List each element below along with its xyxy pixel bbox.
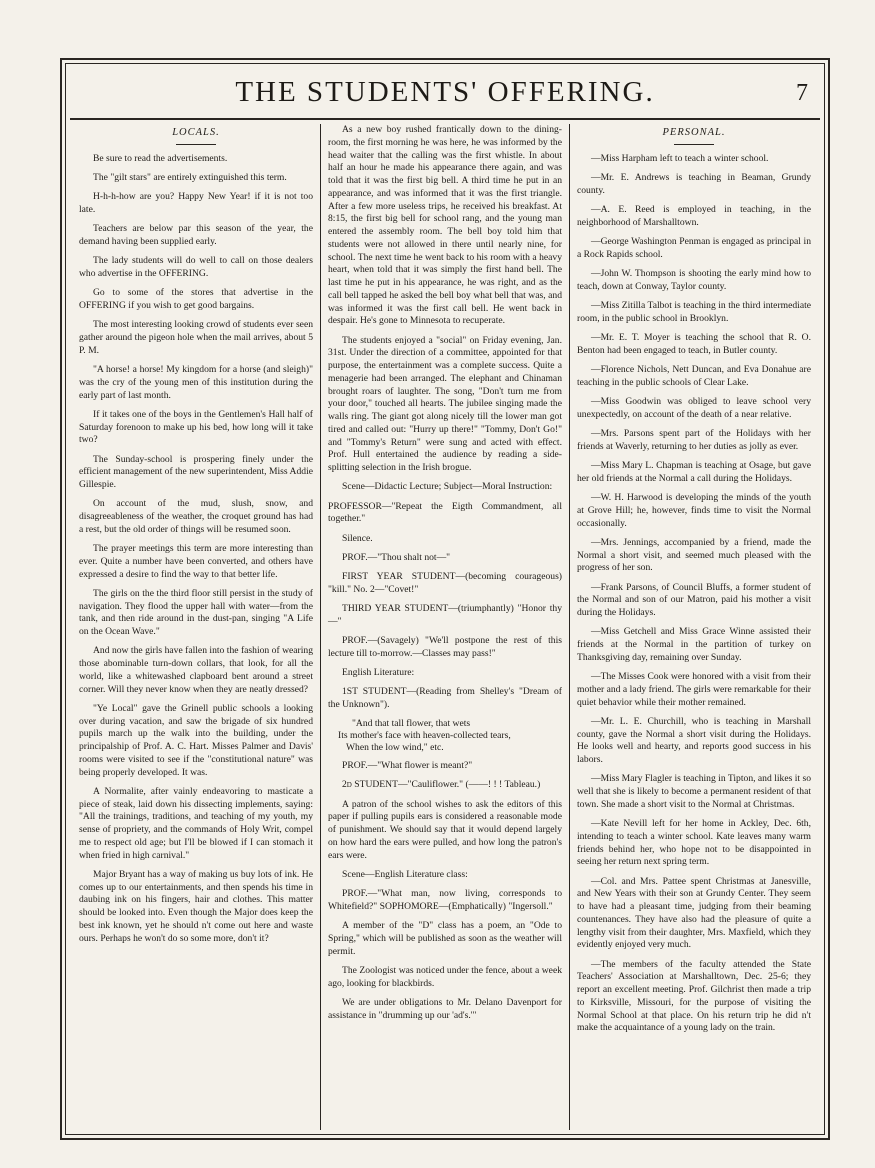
personal-item: —Miss Mary Flagler is teaching in Tipton, and likes it so well that she is likely to become a permanent resident of that town. She made a short visit to the Normal at Christmas.: [577, 773, 811, 810]
personal-item: —Miss Mary L. Chapman is teaching at Osage, but gave her old friends at the Normal a call during the Holidays.: [577, 460, 811, 484]
dialogue-text: —(Savagely) "We'll postpone the rest of this lecture till to-morrow.—Classes may pass!": [328, 635, 562, 659]
patron-paragraph: A patron of the school wishes to ask the editors of this paper if pulling pupils ears is considered a reasonable mode of punishment. We should say that it would depend largely on how hard the ears were pulled, and how long the patron's ears were.: [328, 798, 562, 861]
ode-paragraph: A member of the "D" class has a poem, an "Ode to Spring," which will be published as soon as the weather will permit.: [328, 920, 562, 957]
personal-item: —Frank Parsons, of Council Bluffs, a former student of the Normal and son of our Matron, paid his mother a visit during the Holidays.: [577, 581, 811, 619]
personal-heading: PERSONAL.: [662, 127, 726, 138]
english-lit-heading: English Literature:: [342, 667, 415, 678]
locals-paragraph: The lady students will do well to call on those dealers who advertise in the OFFERING.: [79, 255, 313, 280]
dialogue-text: —"Thou shalt not—": [367, 551, 451, 563]
personal-item: —W. H. Harwood is developing the minds of the youth at Grove Hill; he, however, finds time to visit the Normal occasionally.: [577, 492, 811, 529]
locals-paragraph: The most interesting looking crowd of students ever seen gather around the pigeon hole when the mail arrives, about 5 P. M.: [79, 319, 313, 356]
speaker-label: 2d STUDENT: [342, 779, 398, 791]
personal-item: —John W. Thompson is shooting the early mind how to teach, down at Conway, Taylor county.: [577, 268, 811, 292]
masthead-title: THE STUDENTS' OFFERING.: [235, 76, 655, 108]
speaker-label: THIRD YEAR STUDENT: [342, 603, 449, 614]
dialogue-text: —"What man, now living, corresponds to Whitefield?": [328, 888, 562, 912]
personal-item: —Miss Harpham left to teach a winter school.: [591, 152, 769, 164]
speaker-label: PROF.: [342, 551, 368, 563]
locals-column: [72, 124, 320, 1130]
dialogue-text: —"What flower is meant?": [367, 760, 473, 772]
locals-heading: LOCALS.: [172, 127, 220, 138]
speaker-label: PROF.: [342, 888, 368, 900]
poem-line: "And that tall flower, that wets: [352, 718, 471, 730]
personal-column: [569, 124, 818, 1130]
dialogue-line: [328, 686, 562, 712]
dialogue-line: [328, 635, 562, 661]
dialogue-text: —(triumphantly) "Honor thy—": [328, 603, 562, 627]
personal-item: —The members of the faculty attended the State Teachers' Association at Marshalltown, Dec. 25-6; they report an excellent meeting. Prof. Gilchrist then made a trip to Kirksville, Missouri, for the purpose of visiting the Normal School at that place. On his return trip he did n't make the acquaintance of a young lady on the train.: [577, 958, 811, 1034]
page-number: 7: [796, 80, 808, 106]
dialogue-text: —(Emphatically) "Ingersoll.": [438, 900, 553, 912]
boy-bells-paragraph: As a new boy rushed frantically down to the dining-room, the first morning he was here, he was informed by the head waiter that the calling was the first whistle. In about half an hour he made his appearance there again, and was told that it was the first big bell. A third time he put in an appearance, and was informed that it was the first triangle. After a few more useless trips, he received his breakfast. At 8:15, the first big bell for school rang, and the young man entered the assembly room. The bell boy told him that students were not allowed in there until nearly nine, for school. The next time he went back to his room with a heavy heart, when told that it was simply the first hand bell. The last time he put in his appearance, he was right, and as the call bell tapped he asked the bell boy what bell that was, and was informed it was the first call bell. He went back in despair. He's gone to Minnesota to recuperate.: [328, 124, 562, 327]
scene-english-class: Scene—English Literature class:: [342, 868, 468, 880]
dialogue-line: [328, 552, 562, 565]
dialogue-line: [328, 571, 562, 597]
personal-item: —Mr. E. Andrews is teaching in Beaman, Grundy county.: [577, 172, 811, 196]
locals-paragraph: The girls on the the third floor still persist in the study of navigation. They flood the upper hall with water—from the tank, and then ride around in the dust-pan, singing "A Life on the Ocean Wave.": [79, 587, 313, 638]
dialogue-text: —"Repeat the Eigth Commandment, all together.": [328, 500, 562, 525]
locals-paragraph: H-h-h-how are you? Happy New Year! if it is not too late.: [79, 191, 313, 216]
locals-paragraph: "Ye Local" gave the Grinell public schools a looking over during vacation, and saw the brigade of six hundred pupils march up the walk into the building, under the principalship of Prof. A. C. Hart. Misses Palmer and Davis' rooms were visited to see if the "constitutional nature" was being properly developed. It was.: [79, 702, 313, 778]
columns: [72, 124, 818, 1130]
dialogue-line: [328, 501, 562, 527]
personal-item: —Miss Getchell and Miss Grace Winne assisted their friends at the Normal in the partition of turkey on Thanksgiving day, remaining over Sunday.: [577, 626, 811, 663]
locals-paragraph: Teachers are below par this season of the year, the demand having been supplied early.: [79, 223, 313, 248]
locals-paragraph: "A horse! a horse! My kingdom for a horse (and sleigh)" was the cry of the young men of this institution during the early part of last month.: [79, 364, 313, 401]
heading-rule: [176, 144, 216, 145]
personal-item: —Mrs. Jennings, accompanied by a friend, made the Normal a short visit, and seemed much pleased with the progress of her son.: [577, 536, 811, 574]
middle-column: [320, 124, 569, 1130]
speaker-label: PROFESSOR: [328, 500, 382, 512]
speaker-label: PROF.: [342, 760, 368, 772]
dialogue-text: —(Reading from Shelley's "Dream of the Unknown").: [328, 686, 562, 710]
locals-paragraph: The Sunday-school is prospering finely under the efficient management of the new superintendent, Miss Addie Gillespie.: [79, 453, 313, 491]
locals-paragraph: Be sure to read the advertisements.: [93, 152, 228, 164]
personal-item: —Mr. E. T. Moyer is teaching the school that R. O. Benton had been engaged to teach, in Butler county.: [577, 332, 811, 356]
personal-item: —The Misses Cook were honored with a visit from their mother and a lady friend. The girls were remarkable for their quiet behavior while their mother remained.: [577, 671, 811, 708]
speaker-label: SOPHOMORE: [379, 900, 439, 912]
dialogue-text: —(becoming courageous) "kill." No. 2—"Covet!": [328, 571, 562, 595]
locals-paragraph: And now the girls have fallen into the fashion of wearing those abominable turn-down collars, that look, for all the world, like a whitewashed clapboard bent around a street corner. Will they never know when they are neatly dressed?: [79, 645, 313, 695]
newspaper-page: [60, 58, 830, 1140]
silence-line: Silence.: [342, 532, 373, 544]
dialogue-line: [328, 603, 562, 629]
speaker-label: FIRST YEAR STUDENT: [342, 571, 456, 582]
zoologist-paragraph: The Zoologist was noticed under the fence, about a week ago, looking for blackbirds.: [328, 964, 562, 989]
personal-item: —A. E. Reed is employed in teaching, in the neighborhood of Marshalltown.: [577, 204, 811, 228]
personal-item: —Mrs. Parsons spent part of the Holidays with her friends at Waverly, returning to her duties as jolly as ever.: [577, 428, 811, 452]
poem-quote: [338, 718, 562, 754]
personal-item: —Kate Nevill left for her home in Ackley, Dec. 6th, intending to teach a winter school. Kate leaves many warm friends behind her, who hope not to be disappointed in seeing her return next spring term.: [577, 818, 811, 868]
locals-paragraph: On account of the mud, slush, snow, and disagreeableness of the weather, the croquet ground has had a rest, but the old order of things will be resumed soon.: [79, 498, 313, 535]
scene-didactic: Scene—Didactic Lecture; Subject—Moral Instruction:: [342, 481, 553, 493]
obligations-paragraph: We are under obligations to Mr. Delano Davenport for assistance in "drumming up our 'ad's.'": [328, 996, 562, 1021]
personal-item: —Miss Goodwin was obliged to leave school very unexpectedly, on account of the death of a near relative.: [577, 396, 811, 420]
social-paragraph: The students enjoyed a "social" on Friday evening, Jan. 31st. Under the direction of a committee, appointed for that purpose, the entertainment was a complete success. Quite a menagerie had been arranged. The elephant and Chinaman brought roars of laughter. The song, "Don't turn me from your door," touched all hearts. The jubilee singing made the walls ring. The giant got along nicely till the lower man got tired and called out: "Hurry up there!" "Tommy, Don't Go!" and "Tommy's Return" were sung and acted with effect. Prof. Hull entertained the audience by reading a side-splitting selection in the Irish brogue.: [328, 334, 562, 473]
poem-line: When the low wind," etc.: [346, 742, 444, 754]
locals-paragraph: The "gilt stars" are entirely extinguished this term.: [93, 172, 287, 184]
personal-item: —Florence Nichols, Nett Duncan, and Eva Donahue are teaching in the public schools of Clear Lake.: [577, 364, 811, 388]
poem-line: Its mother's face with heaven-collected tears,: [338, 730, 511, 742]
locals-paragraph: Major Bryant has a way of making us buy lots of ink. He comes up to our entertainments, and then spends his time in daubing ink on his fingers, hair and clothes. This matter should be looked into. Even though the Major does keep the best ink known, yet he should n't come out here and waste ours. Perhaps he won't do so some more, don't it?: [79, 868, 313, 944]
personal-item: —Col. and Mrs. Pattee spent Christmas at Janesville, and New Years with their son at Grundy Center. They seem to have had a pleasant time, judging from their beaming countenances. They have also had the pleasure of quite a lengthy visit from their daughter, Mrs. Maxfield, which they evidently enjoyed very much.: [577, 875, 811, 951]
personal-item: —Mr. L. E. Churchill, who is teaching in Marshall county, gave the Normal a short visit during the Holidays. He looks well and hearty, and reports good success in his labors.: [577, 715, 811, 766]
dialogue-line: [328, 779, 562, 792]
locals-paragraph: Go to some of the stores that advertise in the OFFERING if you wish to get good bargains.: [79, 287, 313, 312]
speaker-label: PROF.: [342, 635, 368, 646]
locals-paragraph: The prayer meetings this term are more interesting than ever. Quite a number have been converted, and others have expressed a desire to find the way to that better life.: [79, 543, 313, 580]
dialogue-line: [328, 888, 562, 914]
dialogue-text: —"Cauliflower." (——! ! ! Tableau.): [397, 779, 541, 791]
dialogue-line: [328, 760, 562, 773]
speaker-label: 1ST STUDENT: [342, 686, 407, 698]
personal-item: —Miss Zitilla Talbot is teaching in the third intermediate room, in the public school in Brooklyn.: [577, 300, 811, 324]
locals-paragraph: A Normalite, after vainly endeavoring to masticate a piece of steak, laid down his dissecting implements, saying: "All the trainings, traditions, and teaching of my youth, my sense of propriety, and the commands of Holy Writ, compel me to respect old age; but I'll be blowed if I can stomach it when fried in high carnival.": [79, 785, 313, 861]
heading-rule: [674, 144, 714, 145]
personal-item: —George Washington Penman is engaged as principal in a Rock Rapids school.: [577, 236, 811, 260]
page-header: [70, 70, 820, 120]
locals-paragraph: If it takes one of the boys in the Gentlemen's Hall half of Saturday forenoon to make up his bed, how long will it take two?: [79, 408, 313, 446]
